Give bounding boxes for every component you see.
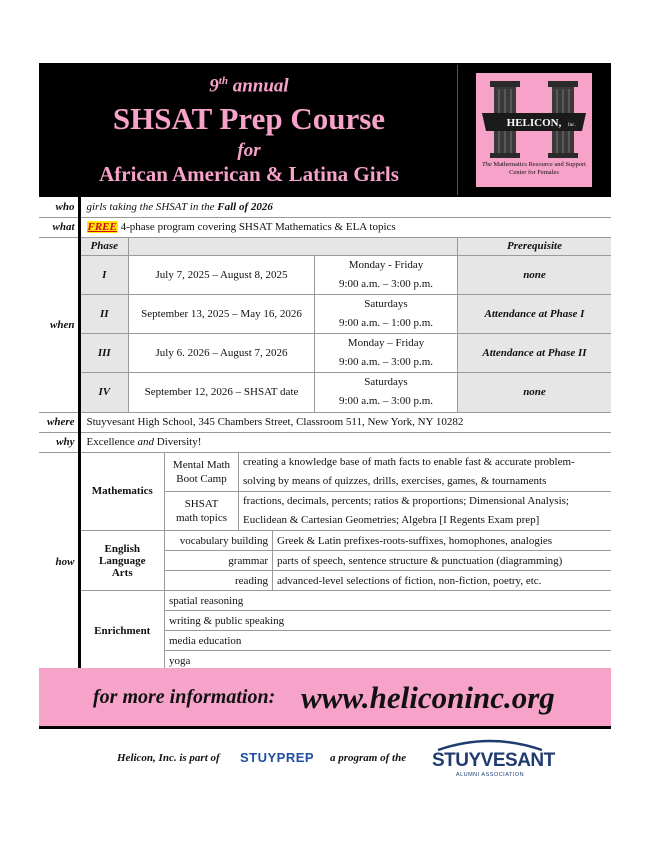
helicon-logo — [476, 73, 592, 187]
phase-schedule: Monday – Friday 9:00 a.m. – 3:00 p.m. — [315, 334, 458, 373]
phase-row — [81, 373, 612, 412]
annual-number: 9 — [209, 75, 219, 97]
phase-dates: July 7, 2025 – August 8, 2025 — [129, 256, 315, 295]
math-subject: Mathematics — [81, 453, 165, 531]
phase-schedule: Monday - Friday 9:00 a.m. – 3:00 p.m. — [315, 256, 458, 295]
where-label: where — [39, 412, 79, 432]
website-link[interactable]: www.heliconinc.org — [301, 680, 555, 715]
flyer — [39, 63, 611, 672]
phase-prereq: Attendance at Phase I — [458, 295, 612, 334]
enrichment-item: media education — [165, 631, 612, 651]
stuyprep-logo: STUYPREP — [240, 750, 315, 765]
phase-row — [81, 334, 612, 373]
annual-line — [39, 75, 459, 97]
enrichment-item: yoga — [165, 651, 612, 671]
ela-topic: reading — [165, 571, 273, 591]
ela-desc: parts of speech, sentence structure & punctuation (diagramming) — [273, 551, 612, 571]
free-badge: FREE — [87, 221, 117, 233]
program-of-text: a program of the — [330, 752, 407, 764]
schedule-header — [81, 238, 612, 256]
why-content: Excellence and Diversity! — [79, 432, 611, 452]
phase-number: IV — [81, 373, 129, 412]
for-text: for — [237, 140, 261, 161]
math-desc: fractions, decimals, percents; ratios & proportions; Dimensional Analysis; Euclidean & Cartesian Geometries; Algebra [I Regents Exam prep] — [239, 492, 612, 531]
math-topic: Mental Math Boot Camp — [165, 453, 239, 492]
who-row — [39, 197, 611, 217]
credits-line — [0, 736, 650, 786]
ela-desc: advanced-level selections of fiction, non-fiction, poetry, etc. — [273, 571, 612, 591]
math-topic: SHSAT math topics — [165, 492, 239, 531]
math-desc: creating a knowledge base of math facts to enable fast & accurate problem-solving by means of quizzes, drills, exercises, games, & tournaments — [239, 453, 612, 492]
logo-tagline: The Mathematics Resource and Support Center for Females — [482, 161, 586, 176]
stuyvesant-wordmark: STUYVESANT — [432, 750, 555, 771]
prereq-header: Prerequisite — [458, 238, 612, 256]
phase-header: Phase — [81, 238, 129, 256]
ela-subject: English Language Arts — [81, 531, 165, 591]
how-content — [79, 452, 611, 672]
what-row — [39, 217, 611, 237]
blank-header — [129, 238, 458, 256]
phase-schedule: Saturdays 9:00 a.m. – 3:00 p.m. — [315, 373, 458, 412]
ela-row — [81, 531, 612, 551]
phase-dates: September 13, 2025 – May 16, 2026 — [129, 295, 315, 334]
enrichment-item: spatial reasoning — [165, 591, 612, 611]
what-content: FREE 4-phase program covering SHSAT Mathematics & ELA topics — [79, 217, 611, 237]
when-content — [79, 237, 611, 412]
who-label: who — [39, 197, 79, 217]
phase-dates: July 6. 2026 – August 7, 2026 — [129, 334, 315, 373]
phase-number: II — [81, 295, 129, 334]
info-label: for more information: — [93, 686, 276, 708]
part-of-text: Helicon, Inc. is part of — [117, 752, 220, 764]
phase-number: I — [81, 256, 129, 295]
phase-schedule: Saturdays 9:00 a.m. – 1:00 p.m. — [315, 295, 458, 334]
phase-number: III — [81, 334, 129, 373]
ela-topic: grammar — [165, 551, 273, 571]
stuyvesant-alumni-logo — [432, 736, 555, 782]
phase-prereq: Attendance at Phase II — [458, 334, 612, 373]
enrichment-item: writing & public speaking — [165, 611, 612, 631]
annual-suffix: th — [218, 75, 228, 87]
math-row — [81, 453, 612, 492]
how-row — [39, 452, 611, 672]
phase-prereq: none — [458, 373, 612, 412]
when-row — [39, 237, 611, 412]
phase-row — [81, 295, 612, 334]
why-label: why — [39, 432, 79, 452]
helicon-logo-box — [457, 65, 610, 195]
when-label: when — [39, 237, 79, 412]
where-row — [39, 412, 611, 432]
how-label: how — [39, 452, 79, 672]
header-banner — [39, 63, 611, 197]
phase-row — [81, 256, 612, 295]
curriculum-table — [81, 453, 612, 672]
schedule-table — [81, 238, 612, 412]
svg-text:HELICON,: HELICON, — [506, 117, 562, 129]
why-row — [39, 432, 611, 452]
info-banner — [39, 668, 611, 729]
enrichment-row — [81, 591, 612, 611]
svg-text:Inc.: Inc. — [568, 123, 576, 128]
ela-topic: vocabulary building — [165, 531, 273, 551]
phase-prereq: none — [458, 256, 612, 295]
title-block — [39, 63, 459, 197]
course-title: SHSAT Prep Course — [112, 101, 386, 136]
alumni-association-text: ALUMNI ASSOCIATION — [455, 772, 525, 778]
who-content: girls taking the SHSAT in the Fall of 2026 — [79, 197, 611, 217]
enrichment-subject: Enrichment — [81, 591, 165, 671]
phase-dates: September 12, 2026 – SHSAT date — [129, 373, 315, 412]
audience-title: African American & Latina Girls — [99, 162, 399, 186]
info-table — [39, 197, 611, 672]
where-content: Stuyvesant High School, 345 Chambers Street, Classroom 511, New York, NY 10282 — [79, 412, 611, 432]
what-label: what — [39, 217, 79, 237]
annual-word: annual — [227, 75, 289, 97]
ela-desc: Greek & Latin prefixes-roots-suffixes, homophones, analogies — [273, 531, 612, 551]
